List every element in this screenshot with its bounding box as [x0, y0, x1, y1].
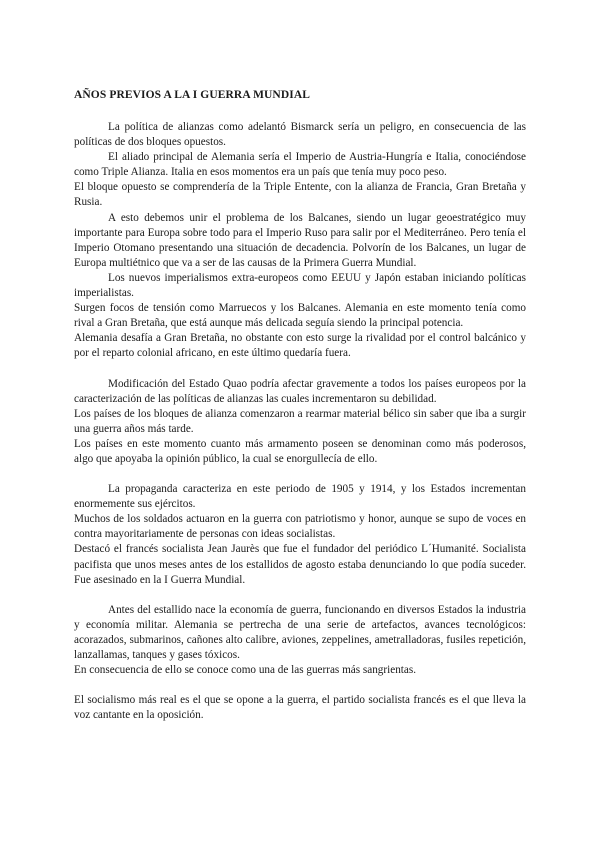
- paragraph: Alemania desafía a Gran Bretaña, no obstante con esto surge la rivalidad por el control balcánico y por el reparto colonial africano, en este último quedaría fuera.: [74, 332, 526, 360]
- paragraph: Destacó el francés socialista Jean Jaurès que fue el fundador del periódico L´Humanité. Socialista pacifista que unos meses antes de los estallidos de agosto estaba denunciando lo que podía suceder. Fue asesinado en la I Guerra Mundial.: [74, 543, 526, 586]
- paragraph: Surgen focos de tensión como Marruecos y los Balcanes. Alemania en este momento tenía como rival a Gran Bretaña, que está aunque más delicada seguía siendo la principal potencia.: [74, 302, 526, 330]
- paragraph: La política de alianzas como adelantó Bismarck sería un peligro, en consecuencia de las políticas de dos bloques opuestos.: [74, 121, 526, 149]
- paragraph: A esto debemos unir el problema de los Balcanes, siendo un lugar geoestratégico muy importante para Europa sobre todo para el Imperio Ruso para salir por el Mediterráneo. Pero tenía el Imperio Otomano presentando una situación de decadencia. Polvorín de los Balcanes, un lugar de Europa multiétnico que va a ser de las causas de la Primera Guerra Mundial.: [74, 211, 526, 269]
- paragraph: Antes del estallido nace la economía de guerra, funcionando en diversos Estados la industria y economía militar. Alemania se pertrecha de una serie de artefactos, avances tecnológicos: acorazados, submarinos, cañones alto calibre, aviones, zeppelines, ametralladoras, fusiles repetición, lanzallamas, tanques y gases tóxicos.: [74, 603, 526, 661]
- paragraph: El socialismo más real es el que se opone a la guerra, el partido socialista francés es el que lleva la voz cantante en la oposición.: [74, 694, 526, 722]
- paragraph: En consecuencia de ello se conoce como una de las guerras más sangrientas.: [74, 664, 417, 677]
- paragraph-gap: [74, 588, 526, 603]
- paragraph-gap: [74, 678, 526, 693]
- paragraph: Muchos de los soldados actuaron en la guerra con patriotismo y honor, aunque se supo de voces en contra mayoritariamente de personas con ideas socialistas.: [74, 513, 526, 541]
- paragraph: El bloque opuesto se comprendería de la Triple Entente, con la alianza de Francia, Gran Bretaña y Rusia.: [74, 181, 526, 209]
- paragraph: Modificación del Estado Quao podría afectar gravemente a todos los países europeos por la caracterización de las políticas de alianzas las cuales incrementaron su debilidad.: [74, 377, 526, 405]
- paragraph-gap: [74, 362, 526, 377]
- document-body: [74, 120, 526, 723]
- paragraph-gap: [74, 467, 526, 482]
- document-title: AÑOS PREVIOS A LA I GUERRA MUNDIAL: [74, 89, 310, 101]
- paragraph: Los países de los bloques de alianza comenzaron a rearmar material bélico sin saber que iba a surgir una guerra años más tarde.: [74, 407, 526, 435]
- paragraph: El aliado principal de Alemania sería el Imperio de Austria-Hungría e Italia, conociéndose como Triple Alianza. Italia en esos momentos era un país que tenía muy poco peso.: [74, 151, 526, 179]
- paragraph: Los nuevos imperialismos extra-europeos como EEUU y Japón estaban iniciando políticas imperialistas.: [74, 271, 526, 300]
- paragraph: La propaganda caracteriza en este periodo de 1905 y 1914, y los Estados incrementan enormemente sus ejércitos.: [74, 483, 526, 511]
- paragraph: Los países en este momento cuanto más armamento poseen se denominan como más poderosos, algo que apoyaba la opinión público, la cual se enorgullecía de ello.: [74, 437, 526, 465]
